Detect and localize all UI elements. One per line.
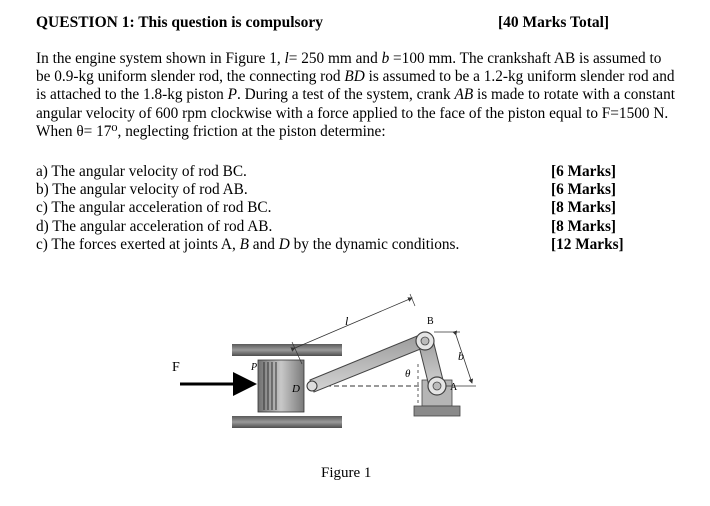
cylinder-top-wall (232, 344, 342, 356)
intro-p-symbol: P (227, 86, 237, 104)
label-p: P (251, 362, 258, 373)
part-b-marks: [6 Marks] (551, 181, 616, 199)
part-b: b) The angular velocity of rod AB. (36, 181, 248, 199)
part-e-d: D (278, 235, 290, 253)
part-c: c) The angular acceleration of rod BC. (36, 199, 272, 217)
intro-text-3: =100 mm. The crankshaft AB is assumed to be 0.9-kg uniform slender rod, the connecting rod (36, 50, 662, 86)
intro-text-4: is assumed to be a 1.2-kg uniform slender rod and is attached to the 1.8-kg piston (36, 68, 675, 104)
connecting-rod (310, 334, 428, 392)
part-e (36, 236, 536, 254)
intro-ab-symbol: AB (454, 86, 474, 104)
label-l: l (345, 314, 349, 328)
part-a-marks: [6 Marks] (551, 163, 616, 180)
part-e-text-mid: and (248, 235, 279, 253)
label-theta: θ (405, 368, 411, 380)
intro-text-6: is made to rotate with a constant angular velocity of 600 rpm clockwise with a force applied to the face of the piston equal to F=1500 N. When θ= 17⁰, neglecting friction at the piston determine: (36, 86, 675, 140)
part-e-marks: [12 Marks] (551, 235, 624, 253)
part-e-text-post: by the dynamic conditions. (289, 235, 460, 253)
question-title: QUESTION 1: This question is compulsory (36, 14, 323, 31)
intro-text-2: = 250 mm and (288, 50, 382, 67)
label-d: D (292, 383, 300, 395)
pin-d (307, 381, 317, 391)
engine-figure (160, 280, 490, 450)
part-c-marks: [8 Marks] (551, 199, 616, 217)
part-d-marks: [8 Marks] (551, 217, 616, 235)
label-b: B (427, 316, 434, 327)
question-total-marks: [40 Marks Total] (498, 14, 610, 31)
cylinder-bottom-wall (232, 416, 342, 428)
part-a: a) The angular velocity of rod BC. (36, 163, 247, 180)
question-parts-list (36, 163, 536, 254)
marks-column (551, 163, 641, 254)
part-e-b: B (239, 235, 249, 253)
intro-text-5: . During a test of the system, crank (236, 86, 455, 104)
part-d: d) The angular acceleration of rod AB. (36, 217, 273, 235)
question-intro (36, 50, 676, 141)
intro-text-1: In the engine system shown in Figure 1, (36, 50, 285, 67)
label-f: F (172, 360, 180, 375)
figure-caption: Figure 1 (321, 465, 372, 481)
intro-b-symbol: b (381, 50, 390, 67)
label-b-dim: b (458, 349, 464, 363)
label-a: A (450, 382, 458, 393)
part-e-text-pre: c) The forces exerted at joints A, (36, 235, 240, 253)
intro-l-symbol: l (284, 50, 289, 67)
intro-bd-symbol: BD (344, 68, 365, 86)
